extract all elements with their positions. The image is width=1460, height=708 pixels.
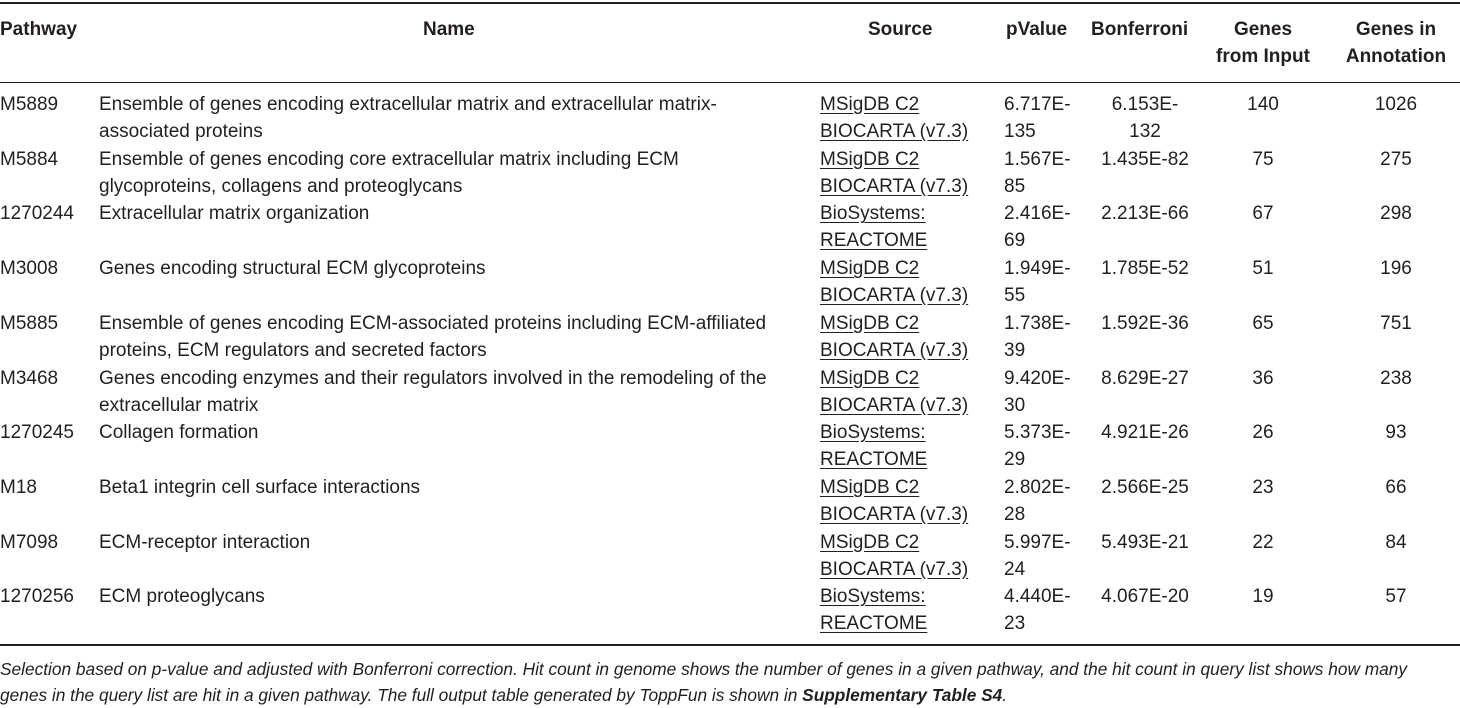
table-row xyxy=(0,255,1460,310)
source-line1[interactable]: BioSystems: xyxy=(820,422,926,444)
genes-in-annotation: 751 xyxy=(1380,312,1412,334)
pathway-name: Extracellular matrix organization xyxy=(99,203,370,225)
source-link[interactable] xyxy=(820,583,990,637)
genes-from-input: 36 xyxy=(1252,367,1274,389)
header-source: Source xyxy=(868,19,933,40)
bonferroni-line1: 1.435E-82 xyxy=(1101,148,1189,170)
pvalue xyxy=(1004,583,1080,637)
footnote-line1: Selection based on p-value and adjusted with Bonferroni correction. Hit count in genome shows the number of genes in a given pathway, and the hit count in query list shows how many xyxy=(0,659,1408,679)
genes-in-annotation: 275 xyxy=(1380,148,1412,170)
source-line1[interactable]: MSigDB C2 xyxy=(820,258,920,280)
pvalue xyxy=(1004,200,1080,254)
source-line1[interactable]: MSigDB C2 xyxy=(820,476,920,498)
genes-in-annotation: 84 xyxy=(1385,531,1407,553)
bonferroni-line1: 4.921E-26 xyxy=(1101,422,1189,444)
pathway-id: M5884 xyxy=(0,148,59,170)
pathway-id: M18 xyxy=(0,476,37,498)
genes-from-input: 26 xyxy=(1252,422,1274,444)
pathway-name: Collagen formation xyxy=(99,422,259,444)
pvalue xyxy=(1004,255,1080,309)
bonferroni-line1: 6.153E- xyxy=(1111,94,1179,115)
genes-from-input: 67 xyxy=(1252,203,1274,225)
bonferroni-line1: 1.785E-52 xyxy=(1101,258,1189,280)
bonferroni xyxy=(1086,474,1204,501)
pvalue-line1: 1.567E- xyxy=(1004,148,1071,170)
source-link[interactable] xyxy=(820,200,990,254)
header-pathway: Pathway xyxy=(0,19,78,40)
source-line2[interactable]: BIOCARTA (v7.3) xyxy=(820,175,969,197)
pvalue-line2: 55 xyxy=(1004,285,1026,307)
genes-from-input: 51 xyxy=(1252,258,1274,280)
pvalue-line2: 24 xyxy=(1004,558,1026,580)
table-top-rule xyxy=(0,2,1460,4)
table-row xyxy=(0,365,1460,420)
table-header-rule xyxy=(0,82,1460,83)
pathway-name: Beta1 integrin cell surface interactions xyxy=(99,476,421,498)
source-line1[interactable]: MSigDB C2 xyxy=(820,148,920,170)
source-link[interactable] xyxy=(820,91,990,145)
header-bonferroni: Bonferroni xyxy=(1091,19,1189,40)
genes-in-annotation: 238 xyxy=(1380,367,1412,389)
source-line1[interactable]: MSigDB C2 xyxy=(820,312,920,334)
pvalue-line1: 2.416E- xyxy=(1004,203,1071,225)
genes-in-annotation: 196 xyxy=(1380,258,1412,280)
pvalue-line1: 2.802E- xyxy=(1004,476,1071,498)
pvalue-line1: 6.717E- xyxy=(1004,94,1071,115)
pathway-id: M3008 xyxy=(0,258,59,280)
pathway-id: M7098 xyxy=(0,531,59,553)
table-footnote xyxy=(0,656,1460,708)
table-row xyxy=(0,529,1460,584)
bonferroni-line1: 5.493E-21 xyxy=(1101,531,1189,553)
pathway-name: Ensemble of genes encoding extracellular matrix and extracellular matrix-associated proteins xyxy=(99,94,717,142)
header-name: Name xyxy=(423,19,475,40)
pvalue-line1: 1.738E- xyxy=(1004,312,1071,334)
bonferroni-line1: 2.566E-25 xyxy=(1101,476,1189,498)
genes-from-input: 140 xyxy=(1247,94,1279,115)
genes-from-input: 19 xyxy=(1252,586,1274,608)
pvalue-line1: 5.997E- xyxy=(1004,531,1071,553)
pvalue xyxy=(1004,310,1080,364)
table-row xyxy=(0,583,1460,638)
pvalue-line2: 23 xyxy=(1004,613,1026,635)
source-link[interactable] xyxy=(820,529,990,583)
genes-in-annotation: 66 xyxy=(1385,476,1407,498)
pvalue xyxy=(1004,91,1080,145)
source-link[interactable] xyxy=(820,310,990,364)
bonferroni-line1: 8.629E-27 xyxy=(1101,367,1189,389)
pvalue-line1: 9.420E- xyxy=(1004,367,1071,389)
genes-from-input: 22 xyxy=(1252,531,1274,553)
footnote-line2-suffix: . xyxy=(1002,685,1008,705)
pathway-id: M3468 xyxy=(0,367,59,389)
source-link[interactable] xyxy=(820,146,990,200)
header-genes-in-annotation xyxy=(1336,16,1456,70)
source-line1[interactable]: BioSystems: xyxy=(820,586,926,608)
table-row xyxy=(0,146,1460,201)
source-link[interactable] xyxy=(820,419,990,473)
source-link[interactable] xyxy=(820,474,990,528)
source-line1[interactable]: MSigDB C2 xyxy=(820,531,920,553)
pvalue-line1: 4.440E- xyxy=(1004,586,1071,608)
source-line2[interactable]: REACTOME xyxy=(820,613,928,635)
pathway-id: M5889 xyxy=(0,94,59,115)
header-pvalue: pValue xyxy=(1006,19,1068,40)
table-row xyxy=(0,474,1460,529)
header-genes-from-input-line2: from Input xyxy=(1216,46,1310,67)
source-line2[interactable]: BIOCARTA (v7.3) xyxy=(820,503,969,525)
pvalue xyxy=(1004,474,1080,528)
bonferroni xyxy=(1086,91,1204,145)
bonferroni xyxy=(1086,200,1204,227)
source-line1[interactable]: BioSystems: xyxy=(820,203,926,225)
genes-in-annotation: 93 xyxy=(1385,422,1407,444)
pvalue-line2: 39 xyxy=(1004,339,1026,361)
source-line2[interactable]: REACTOME xyxy=(820,449,928,471)
pvalue-line2: 85 xyxy=(1004,175,1026,197)
source-line2[interactable]: BIOCARTA (v7.3) xyxy=(820,285,969,307)
pvalue-line2: 135 xyxy=(1004,121,1036,142)
bonferroni xyxy=(1086,310,1204,337)
header-genes-in-annotation-line1: Genes in xyxy=(1355,19,1437,40)
genes-in-annotation: 298 xyxy=(1380,203,1412,225)
genes-from-input: 23 xyxy=(1252,476,1274,498)
source-line2[interactable]: BIOCARTA (v7.3) xyxy=(820,339,969,361)
pvalue-line1: 5.373E- xyxy=(1004,422,1071,444)
table-row xyxy=(0,91,1460,146)
genes-in-annotation: 1026 xyxy=(1374,94,1418,115)
pathway-id: M5885 xyxy=(0,312,59,334)
bonferroni-line2: 132 xyxy=(1129,121,1161,142)
source-line1[interactable]: MSigDB C2 xyxy=(820,367,920,389)
table-row xyxy=(0,419,1460,474)
bonferroni xyxy=(1086,419,1204,446)
bonferroni xyxy=(1086,146,1204,173)
source-line2[interactable]: BIOCARTA (v7.3) xyxy=(820,121,969,142)
source-line2[interactable]: BIOCARTA (v7.3) xyxy=(820,394,969,416)
pvalue xyxy=(1004,146,1080,200)
bonferroni xyxy=(1086,583,1204,610)
pathway-name: Ensemble of genes encoding core extracellular matrix including ECM glycoproteins, collagens and proteoglycans xyxy=(99,148,679,197)
pvalue-line2: 28 xyxy=(1004,503,1026,525)
pvalue-line2: 69 xyxy=(1004,230,1026,252)
table-row xyxy=(0,200,1460,255)
table-bottom-rule xyxy=(0,644,1460,646)
source-link[interactable] xyxy=(820,255,990,309)
footnote-supplementary-ref: Supplementary Table S4 xyxy=(802,685,1003,705)
pathway-name: Ensemble of genes encoding ECM-associated proteins including ECM-affiliated proteins, ECM regulators and secreted factors xyxy=(99,312,767,361)
pvalue-line1: 1.949E- xyxy=(1004,258,1071,280)
pvalue xyxy=(1004,365,1080,419)
pathway-id: 1270256 xyxy=(0,586,74,608)
genes-in-annotation: 57 xyxy=(1385,586,1407,608)
pathway-name: ECM-receptor interaction xyxy=(99,531,311,553)
header-genes-in-annotation-line2: Annotation xyxy=(1345,46,1447,67)
pathway-id: 1270245 xyxy=(0,422,74,444)
footnote-line2-prefix: genes in the query list are hit in a given pathway. The full output table generated by ToppFun is shown in xyxy=(0,685,803,705)
bonferroni xyxy=(1086,529,1204,556)
bonferroni xyxy=(1086,255,1204,282)
genes-from-input: 65 xyxy=(1252,312,1274,334)
pathway-name: Genes encoding structural ECM glycoproteins xyxy=(99,258,486,280)
pathway-id: 1270244 xyxy=(0,203,74,225)
pathway-name: ECM proteoglycans xyxy=(99,586,265,608)
bonferroni-line1: 1.592E-36 xyxy=(1101,312,1189,334)
table-row xyxy=(0,310,1460,365)
header-genes-from-input-line1: Genes xyxy=(1233,19,1293,40)
bonferroni-line1: 4.067E-20 xyxy=(1101,586,1189,608)
pvalue-line2: 30 xyxy=(1004,394,1026,416)
genes-from-input: 75 xyxy=(1252,148,1274,170)
pathway-name: Genes encoding enzymes and their regulators involved in the remodeling of the extracellular matrix xyxy=(99,367,767,416)
bonferroni xyxy=(1086,365,1204,392)
pvalue xyxy=(1004,419,1080,473)
header-genes-from-input xyxy=(1203,16,1323,70)
source-line2[interactable]: REACTOME xyxy=(820,230,928,252)
source-line1[interactable]: MSigDB C2 xyxy=(820,94,920,115)
source-line2[interactable]: BIOCARTA (v7.3) xyxy=(820,558,969,580)
pvalue-line2: 29 xyxy=(1004,449,1026,471)
footnote-line2 xyxy=(0,682,1460,708)
pvalue xyxy=(1004,529,1080,583)
source-link[interactable] xyxy=(820,365,990,419)
bonferroni-line1: 2.213E-66 xyxy=(1101,203,1189,225)
